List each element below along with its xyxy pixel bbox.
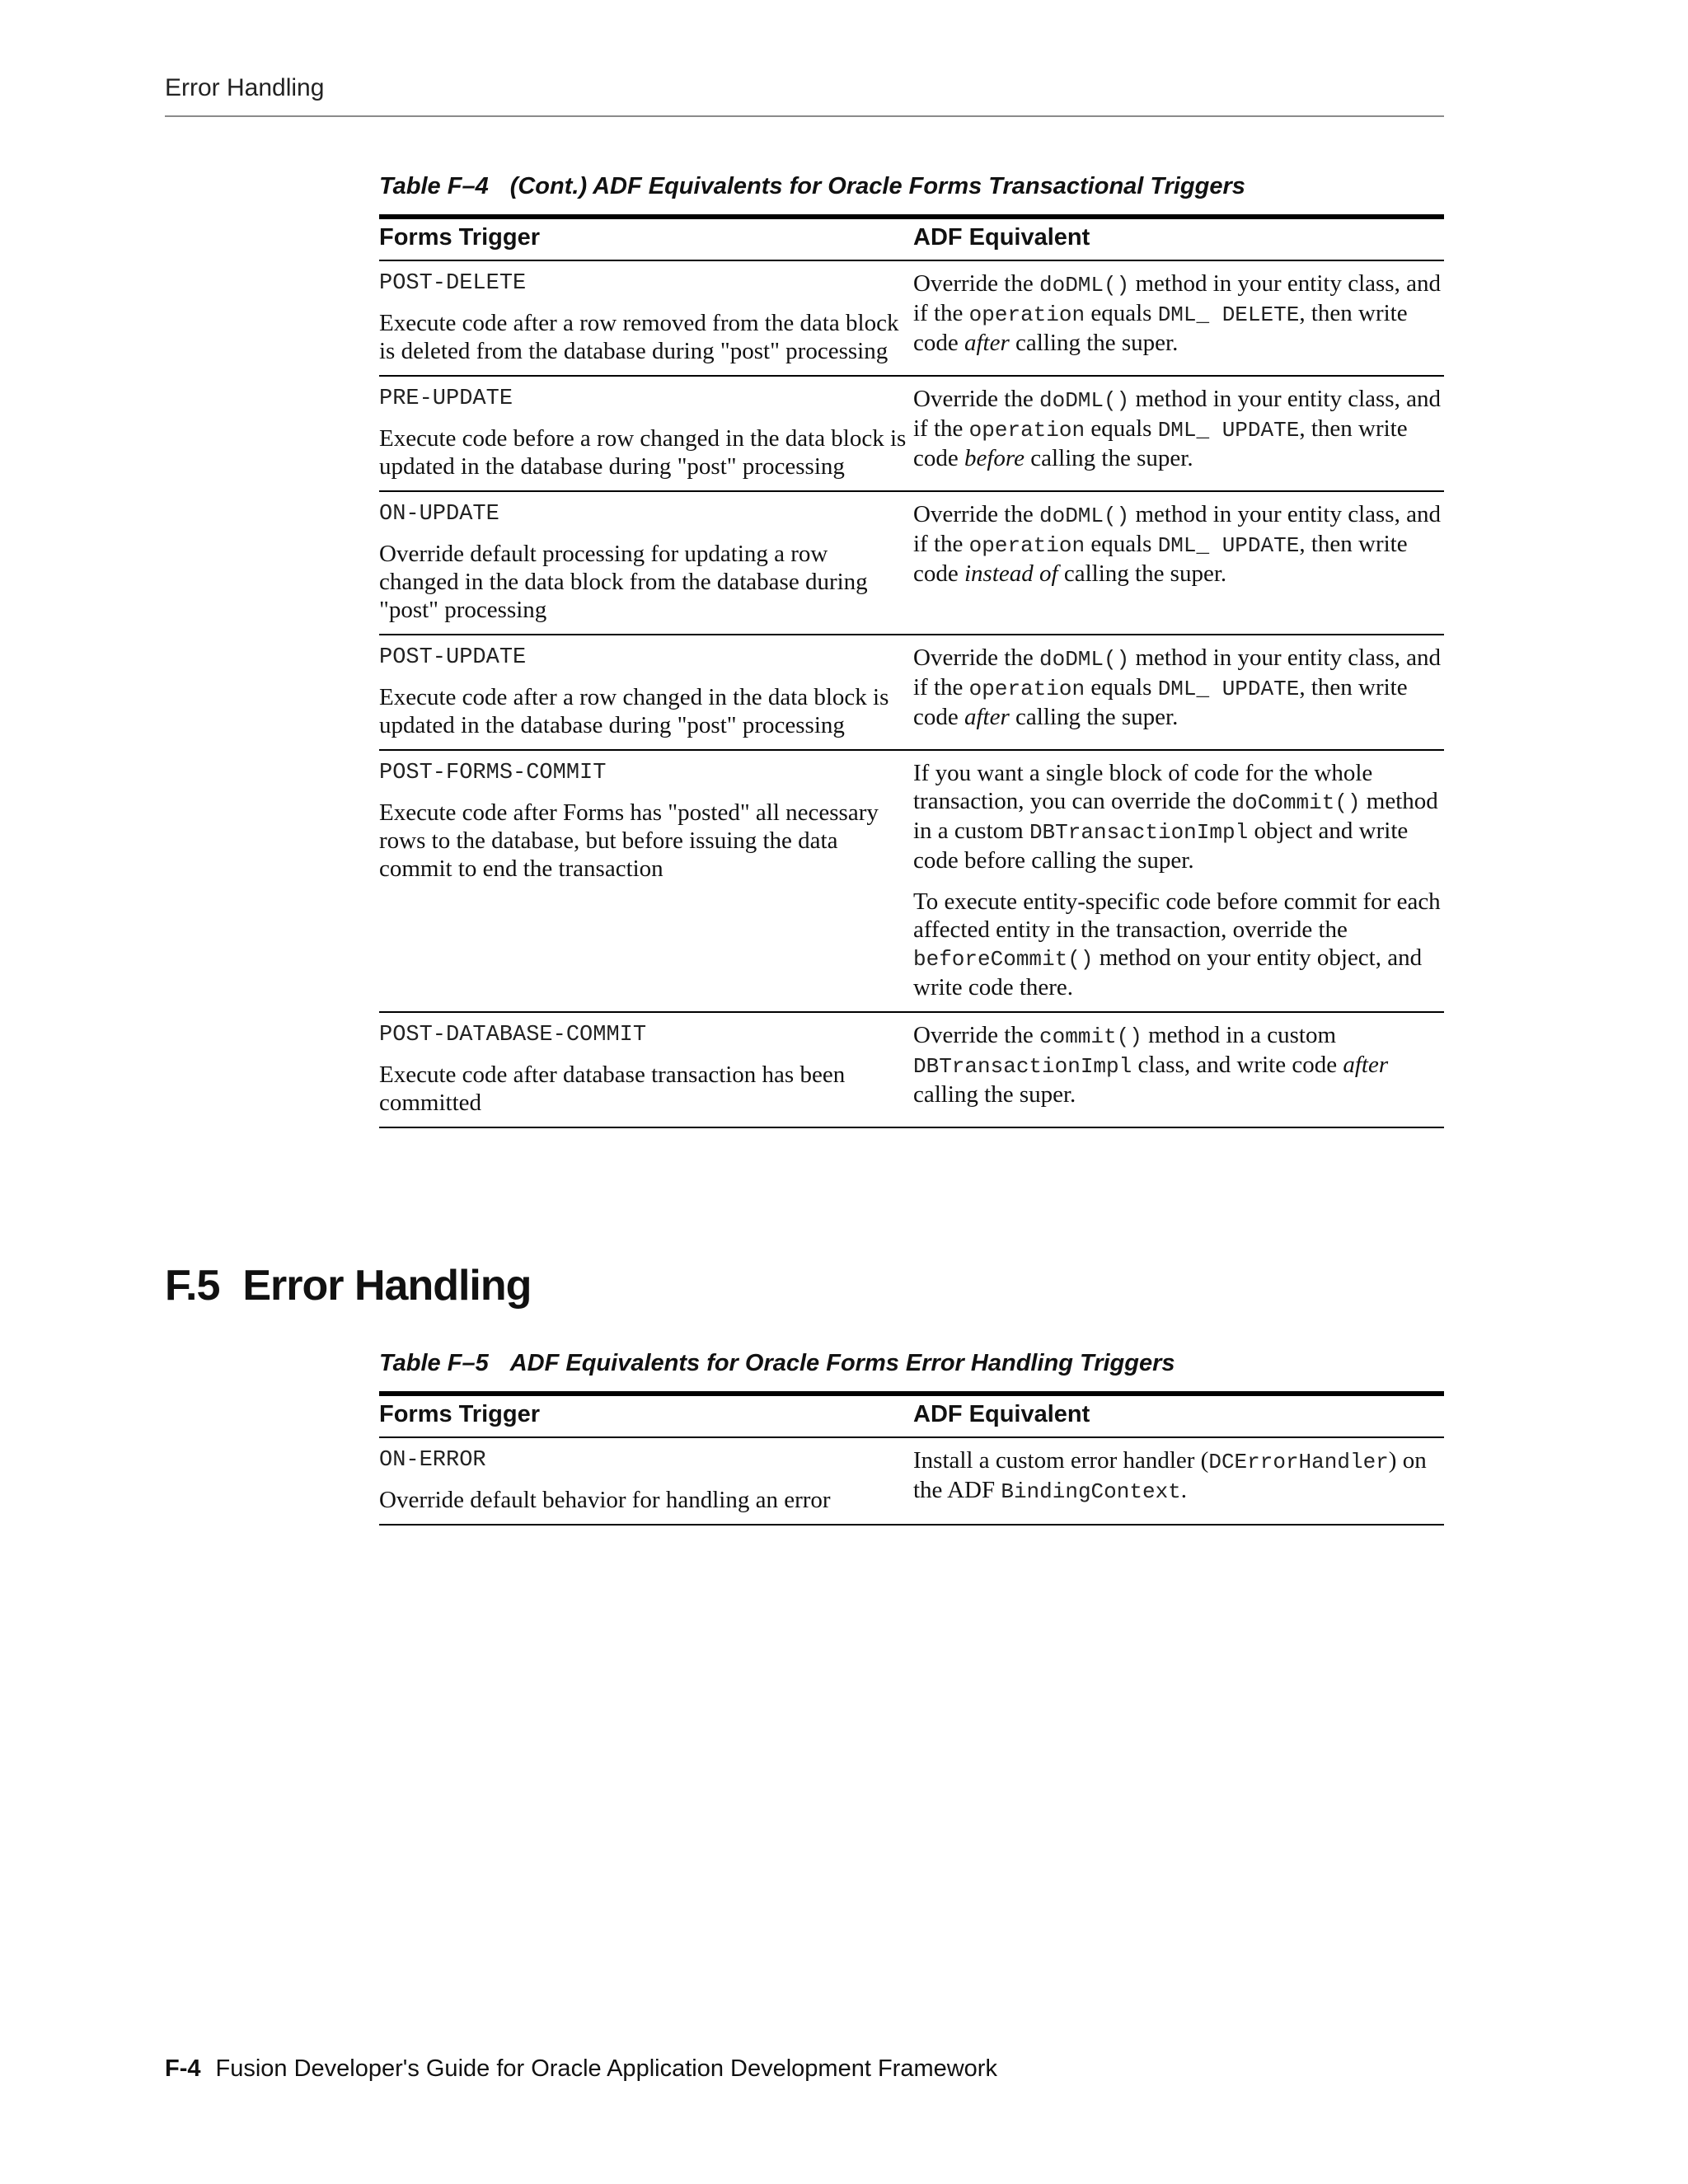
trigger-name: ON-UPDATE bbox=[379, 502, 499, 527]
book-title: Fusion Developer's Guide for Oracle Application Development Framework bbox=[215, 2055, 997, 2082]
trigger-description: Override default processing for updating a row changed in the data block from the database during "post" processing bbox=[379, 541, 868, 623]
table-row bbox=[379, 260, 1444, 376]
section-heading bbox=[165, 1261, 531, 1310]
adf-equivalent-cell bbox=[913, 1437, 1444, 1525]
code-term: beforeCommit() bbox=[913, 947, 1094, 972]
section-number: F.5 bbox=[165, 1262, 220, 1310]
text-run: To execute entity-specific code before commit for each affected entity in the transaction, override the bbox=[913, 888, 1441, 943]
text-run: method in your entity class, and if the bbox=[913, 501, 1441, 557]
adf-equivalent-paragraph bbox=[913, 385, 1444, 472]
table-header-row bbox=[379, 217, 1444, 260]
code-term: operation bbox=[968, 302, 1085, 327]
text-run: method in your entity class, and if the bbox=[913, 386, 1441, 442]
adf-equivalent-paragraph bbox=[913, 888, 1444, 1001]
forms-trigger-cell bbox=[379, 1437, 913, 1525]
table-caption-title: (Cont.) ADF Equivalents for Oracle Forms Transactional Triggers bbox=[509, 173, 1245, 199]
code-term: operation bbox=[968, 533, 1085, 558]
trigger-description: Execute code before a row changed in the data block is updated in the database during "post" processing bbox=[379, 425, 907, 480]
adf-equivalent-paragraph bbox=[913, 269, 1444, 357]
page-number: F-4 bbox=[165, 2055, 201, 2082]
trigger-name: PRE-UPDATE bbox=[379, 387, 513, 411]
code-term: DML_ UPDATE bbox=[1157, 677, 1300, 701]
text-run: Override the bbox=[913, 501, 1039, 527]
trigger-name: ON-ERROR bbox=[379, 1448, 486, 1473]
table-caption-title: ADF Equivalents for Oracle Forms Error Handling Triggers bbox=[509, 1350, 1175, 1376]
code-term: commit() bbox=[1039, 1024, 1142, 1049]
emphasis-text: before bbox=[964, 445, 1025, 471]
table-caption-label: Table F–5 bbox=[379, 1350, 489, 1376]
adf-equivalent-paragraph bbox=[913, 759, 1444, 874]
page-footer bbox=[165, 2055, 997, 2083]
trigger-name: POST-DATABASE-COMMIT bbox=[379, 1023, 647, 1047]
text-run: If you want a single block of code for the whole transaction, you can override the bbox=[913, 760, 1373, 814]
code-term: DML_ UPDATE bbox=[1157, 418, 1300, 443]
text-run: , then write code bbox=[913, 674, 1408, 730]
code-term: doDML() bbox=[1039, 388, 1130, 413]
adf-equivalent-paragraph bbox=[913, 644, 1444, 731]
trigger-description: Execute code after a row changed in the data block is updated in the database during "post" processing bbox=[379, 684, 889, 738]
table-f5 bbox=[379, 1347, 1444, 1526]
text-run: method in your entity class, and if the bbox=[913, 270, 1441, 326]
emphasis-text: after bbox=[964, 330, 1010, 356]
emphasis-text: instead of bbox=[964, 560, 1058, 587]
code-term: DBTransactionImpl bbox=[1029, 820, 1249, 845]
text-run: equals bbox=[1085, 300, 1158, 326]
trigger-description: Execute code after Forms has "posted" all necessary rows to the database, but before issuing the data commit to end the transaction bbox=[379, 799, 879, 882]
table-row bbox=[379, 750, 1444, 1012]
code-term: doDML() bbox=[1039, 647, 1130, 672]
text-run: method in a custom bbox=[913, 788, 1438, 844]
trigger-name: POST-FORMS-COMMIT bbox=[379, 761, 607, 785]
table-row bbox=[379, 376, 1444, 491]
adf-equivalent-paragraph bbox=[913, 500, 1444, 588]
text-run: equals bbox=[1085, 415, 1158, 442]
text-run: , then write code bbox=[913, 531, 1408, 587]
text-run: ) on the ADF bbox=[913, 1447, 1427, 1503]
table-f4 bbox=[379, 170, 1444, 1128]
table-row bbox=[379, 491, 1444, 635]
transactional-triggers-table bbox=[379, 214, 1444, 1128]
text-run: calling the super. bbox=[913, 1081, 1076, 1108]
text-run: class, and write code bbox=[1132, 1052, 1343, 1078]
text-run: , then write code bbox=[913, 300, 1408, 356]
text-run: equals bbox=[1085, 531, 1158, 557]
text-run: Override the bbox=[913, 644, 1039, 671]
section-title: Error Handling bbox=[242, 1262, 532, 1310]
table-body bbox=[379, 1437, 1444, 1525]
adf-equivalent-paragraph bbox=[913, 1021, 1444, 1108]
trigger-description: Execute code after a row removed from the data block is deleted from the database during "post" processing bbox=[379, 310, 899, 364]
forms-trigger-cell bbox=[379, 750, 913, 1012]
code-term: DML_ DELETE bbox=[1157, 302, 1300, 327]
text-run: calling the super. bbox=[1025, 445, 1193, 471]
table-row bbox=[379, 1012, 1444, 1127]
text-run: Install a custom error handler ( bbox=[913, 1447, 1209, 1474]
column-header-forms-trigger: Forms Trigger bbox=[379, 1394, 913, 1437]
adf-equivalent-cell bbox=[913, 635, 1444, 750]
text-run: . bbox=[1180, 1477, 1188, 1503]
trigger-name: POST-UPDATE bbox=[379, 645, 527, 670]
text-run: , then write code bbox=[913, 415, 1408, 471]
adf-equivalent-cell bbox=[913, 491, 1444, 635]
code-term: doDML() bbox=[1039, 504, 1130, 528]
adf-equivalent-cell bbox=[913, 750, 1444, 1012]
forms-trigger-cell bbox=[379, 491, 913, 635]
table-row bbox=[379, 635, 1444, 750]
adf-equivalent-cell bbox=[913, 1012, 1444, 1127]
column-header-adf-equivalent: ADF Equivalent bbox=[913, 1394, 1444, 1437]
code-term: doDML() bbox=[1039, 273, 1130, 298]
header-rule bbox=[165, 115, 1444, 117]
code-term: doCommit() bbox=[1231, 790, 1361, 815]
trigger-name: POST-DELETE bbox=[379, 271, 527, 296]
text-run: calling the super. bbox=[1009, 704, 1179, 730]
adf-equivalent-cell bbox=[913, 376, 1444, 491]
text-run: Override the bbox=[913, 386, 1039, 412]
forms-trigger-cell bbox=[379, 376, 913, 491]
trigger-description: Execute code after database transaction has been committed bbox=[379, 1062, 846, 1116]
code-term: DCErrorHandler bbox=[1208, 1450, 1389, 1474]
code-term: BindingContext bbox=[1001, 1479, 1181, 1504]
text-run: Override the bbox=[913, 1022, 1039, 1048]
adf-equivalent-cell bbox=[913, 260, 1444, 376]
text-run: method on your entity object, and write code there. bbox=[913, 944, 1423, 1001]
text-run: calling the super. bbox=[1009, 330, 1179, 356]
text-run: method in your entity class, and if the bbox=[913, 644, 1441, 701]
text-run: Override the bbox=[913, 270, 1039, 297]
text-run: calling the super. bbox=[1057, 560, 1227, 587]
forms-trigger-cell bbox=[379, 260, 913, 376]
table-caption-label: Table F–4 bbox=[379, 173, 489, 199]
text-run: object and write code before calling the super. bbox=[913, 818, 1409, 874]
table-caption bbox=[379, 1347, 1444, 1380]
adf-equivalent-paragraph bbox=[913, 1446, 1444, 1506]
table-header-row bbox=[379, 1394, 1444, 1437]
running-header: Error Handling bbox=[165, 74, 325, 101]
column-header-adf-equivalent: ADF Equivalent bbox=[913, 217, 1444, 260]
table-row bbox=[379, 1437, 1444, 1525]
error-handling-triggers-table bbox=[379, 1391, 1444, 1526]
forms-trigger-cell bbox=[379, 1012, 913, 1127]
text-run: equals bbox=[1085, 674, 1158, 701]
code-term: operation bbox=[968, 418, 1085, 443]
trigger-description: Override default behavior for handling an error bbox=[379, 1487, 831, 1513]
text-run: method in a custom bbox=[1142, 1022, 1337, 1048]
code-term: DBTransactionImpl bbox=[913, 1054, 1132, 1079]
code-term: DML_ UPDATE bbox=[1157, 533, 1300, 558]
emphasis-text: after bbox=[964, 704, 1010, 730]
emphasis-text: after bbox=[1343, 1052, 1389, 1078]
column-header-forms-trigger: Forms Trigger bbox=[379, 217, 913, 260]
table-caption bbox=[379, 170, 1444, 203]
table-body bbox=[379, 260, 1444, 1127]
forms-trigger-cell bbox=[379, 635, 913, 750]
code-term: operation bbox=[968, 677, 1085, 701]
